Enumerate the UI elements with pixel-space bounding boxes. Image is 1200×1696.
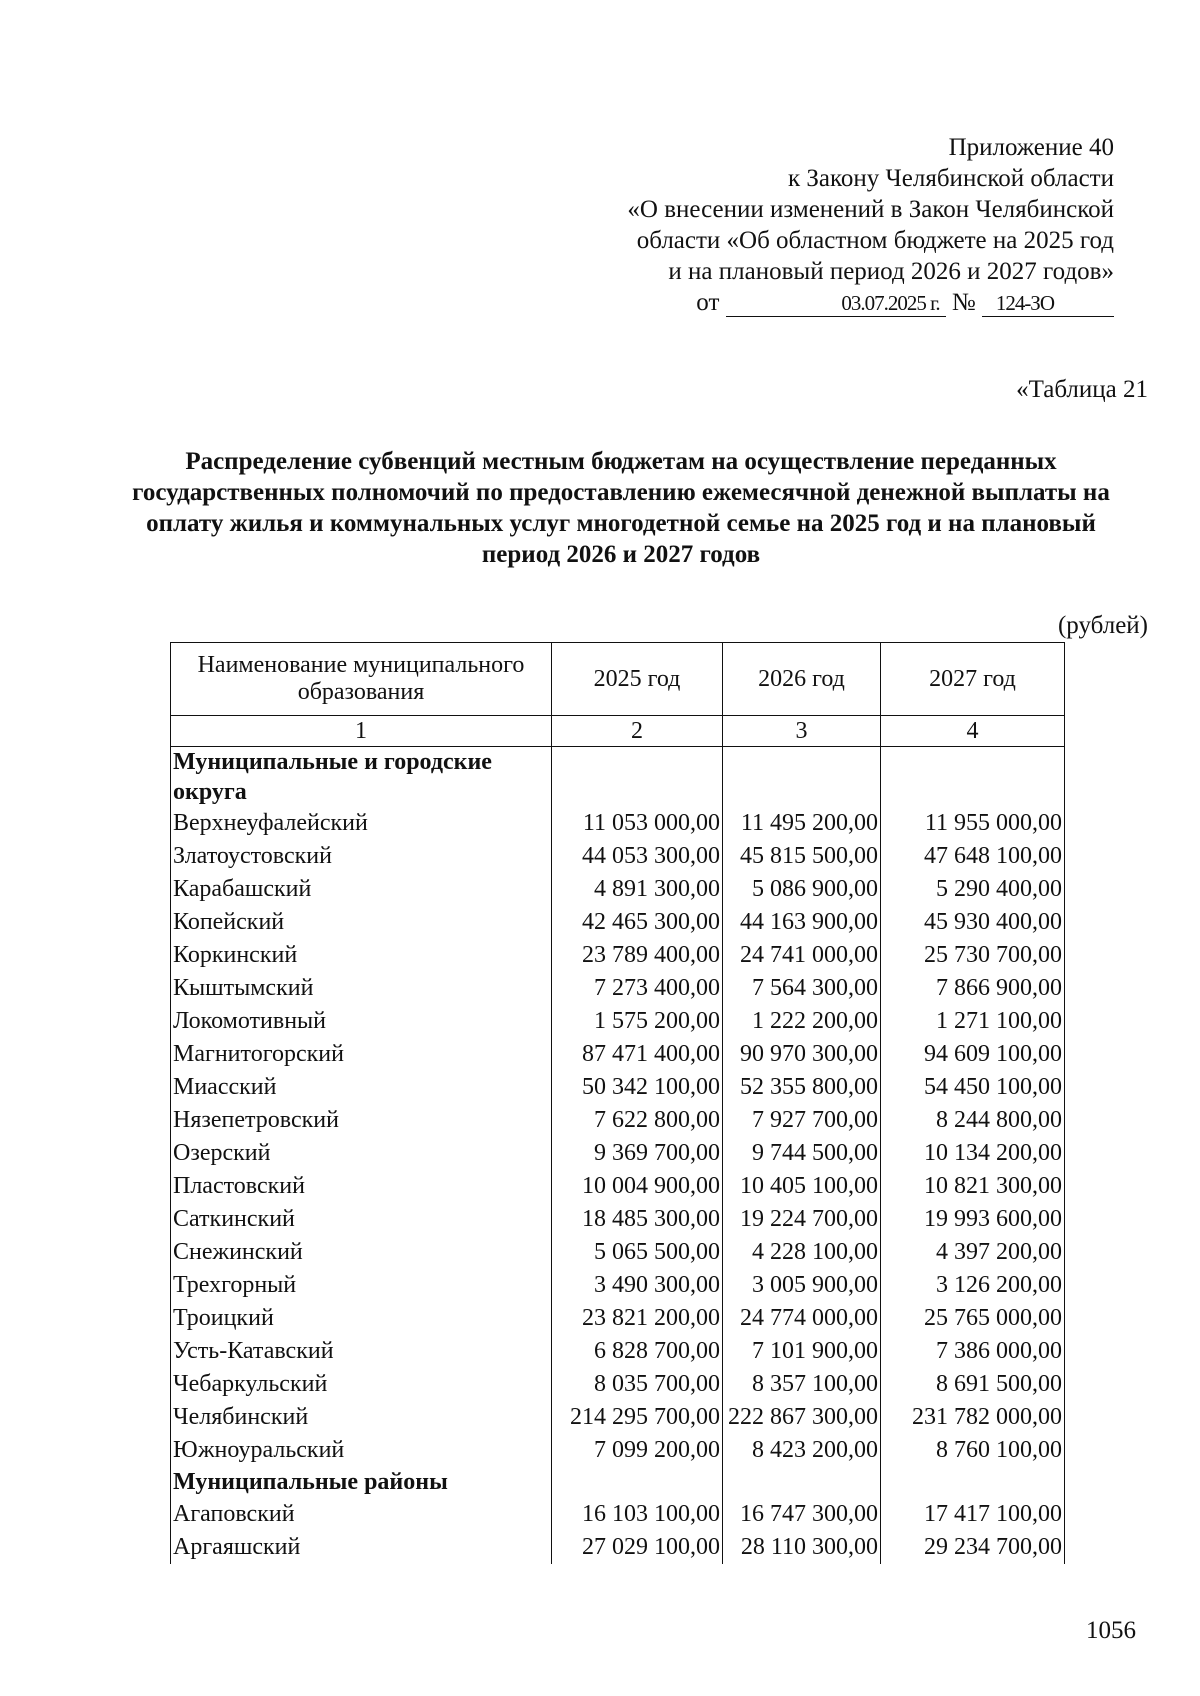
amount-2027: 1 271 100,00 (881, 1005, 1065, 1038)
municipality-name: Саткинский (171, 1203, 552, 1236)
empty-cell (723, 1467, 881, 1498)
section-row (171, 1467, 1065, 1498)
table-row (171, 1038, 1065, 1071)
amount-2027: 45 930 400,00 (881, 906, 1065, 939)
municipality-name: Озерский (171, 1137, 552, 1170)
municipality-name: Снежинский (171, 1236, 552, 1269)
amount-2026: 10 405 100,00 (723, 1170, 881, 1203)
table-row (171, 1368, 1065, 1401)
municipality-name: Чебаркульский (171, 1368, 552, 1401)
appendix-line-2: к Закону Челябинской области (788, 165, 1114, 192)
amount-2027: 54 450 100,00 (881, 1071, 1065, 1104)
column-number: 4 (881, 716, 1065, 747)
amount-2026: 24 741 000,00 (723, 939, 881, 972)
amount-2025: 44 053 300,00 (552, 840, 723, 873)
municipality-name: Троицкий (171, 1302, 552, 1335)
amount-2025: 42 465 300,00 (552, 906, 723, 939)
municipality-name: Миасский (171, 1071, 552, 1104)
section-title: Муниципальные районы (171, 1467, 552, 1498)
table-row (171, 1531, 1065, 1564)
amount-2027: 47 648 100,00 (881, 840, 1065, 873)
amount-2027: 10 821 300,00 (881, 1170, 1065, 1203)
municipality-name: Златоустовский (171, 840, 552, 873)
appendix-line-3: «О внесении изменений в Закон Челябинской (627, 196, 1114, 223)
law-date-number-line (554, 287, 1114, 318)
empty-cell (881, 747, 1065, 808)
appendix-line-5: и на плановый период 2026 и 2027 годов» (668, 258, 1114, 285)
amount-2027: 8 760 100,00 (881, 1434, 1065, 1467)
amount-2026: 7 101 900,00 (723, 1335, 881, 1368)
amount-2027: 5 290 400,00 (881, 873, 1065, 906)
amount-2025: 3 490 300,00 (552, 1269, 723, 1302)
column-number-row (171, 716, 1065, 747)
table-row (171, 1236, 1065, 1269)
municipality-name: Усть-Катавский (171, 1335, 552, 1368)
amount-2026: 8 357 100,00 (723, 1368, 881, 1401)
amount-2026: 3 005 900,00 (723, 1269, 881, 1302)
amount-2025: 7 099 200,00 (552, 1434, 723, 1467)
amount-2025: 7 273 400,00 (552, 972, 723, 1005)
empty-cell (552, 1467, 723, 1498)
amount-2027: 8 691 500,00 (881, 1368, 1065, 1401)
amount-2026: 19 224 700,00 (723, 1203, 881, 1236)
amount-2027: 8 244 800,00 (881, 1104, 1065, 1137)
amount-2026: 11 495 200,00 (723, 807, 881, 840)
municipality-name: Агаповский (171, 1498, 552, 1531)
header-2026: 2026 год (723, 643, 881, 716)
amount-2027: 29 234 700,00 (881, 1531, 1065, 1564)
amount-2027: 231 782 000,00 (881, 1401, 1065, 1434)
table-row (171, 1137, 1065, 1170)
empty-cell (881, 1467, 1065, 1498)
appendix-line-1: Приложение 40 (948, 134, 1114, 161)
amount-2025: 1 575 200,00 (552, 1005, 723, 1038)
table-row (171, 939, 1065, 972)
amount-2026: 9 744 500,00 (723, 1137, 881, 1170)
municipality-name: Кыштымский (171, 972, 552, 1005)
municipality-name: Магнитогорский (171, 1038, 552, 1071)
municipality-name: Локомотивный (171, 1005, 552, 1038)
amount-2026: 52 355 800,00 (723, 1071, 881, 1104)
municipality-name: Копейский (171, 906, 552, 939)
from-label: от (696, 289, 720, 316)
table-row (171, 1401, 1065, 1434)
table-row (171, 1335, 1065, 1368)
municipality-name: Южноуральский (171, 1434, 552, 1467)
municipality-name: Карабашский (171, 873, 552, 906)
municipality-name: Челябинский (171, 1401, 552, 1434)
amount-2025: 8 035 700,00 (552, 1368, 723, 1401)
column-number: 1 (171, 716, 552, 747)
amount-2025: 9 369 700,00 (552, 1137, 723, 1170)
table-row (171, 1071, 1065, 1104)
municipality-name: Пластовский (171, 1170, 552, 1203)
column-number: 3 (723, 716, 881, 747)
amount-2026: 16 747 300,00 (723, 1498, 881, 1531)
table-row (171, 1203, 1065, 1236)
amount-2027: 25 765 000,00 (881, 1302, 1065, 1335)
document-title: Распределение субвенций местным бюджетам на осуществление переданных государственных полномочий по предоставлению ежемесячной денежной выплаты на оплату жилья и коммунальных услуг многодетной семье на 2025 год и на плановый период 2026 и 2027 годов (132, 448, 1110, 568)
amount-2025: 11 053 000,00 (552, 807, 723, 840)
amount-2026: 8 423 200,00 (723, 1434, 881, 1467)
table-row (171, 840, 1065, 873)
table-row (171, 1005, 1065, 1038)
amount-2027: 3 126 200,00 (881, 1269, 1065, 1302)
municipality-name: Трехгорный (171, 1269, 552, 1302)
table-row (171, 972, 1065, 1005)
municipality-name: Верхнеуфалейский (171, 807, 552, 840)
section-row (171, 747, 1065, 808)
municipality-name: Нязепетровский (171, 1104, 552, 1137)
table-row (171, 807, 1065, 840)
amount-2026: 7 927 700,00 (723, 1104, 881, 1137)
amount-2027: 10 134 200,00 (881, 1137, 1065, 1170)
amount-2026: 24 774 000,00 (723, 1302, 881, 1335)
amount-2026: 4 228 100,00 (723, 1236, 881, 1269)
amount-2025: 50 342 100,00 (552, 1071, 723, 1104)
header-2025: 2025 год (552, 643, 723, 716)
amount-2025: 5 065 500,00 (552, 1236, 723, 1269)
law-date: 03.07.2025 г. (726, 290, 946, 317)
table-label: «Таблица 21 (1016, 376, 1148, 403)
units-label: (рублей) (1057, 612, 1148, 639)
amount-2025: 6 828 700,00 (552, 1335, 723, 1368)
amount-2026: 222 867 300,00 (723, 1401, 881, 1434)
table-row (171, 1170, 1065, 1203)
amount-2027: 19 993 600,00 (881, 1203, 1065, 1236)
table-row (171, 1269, 1065, 1302)
amount-2026: 90 970 300,00 (723, 1038, 881, 1071)
amount-2026: 1 222 200,00 (723, 1005, 881, 1038)
table-row (171, 1498, 1065, 1531)
header-municipality: Наименование муниципального образования (171, 643, 552, 716)
law-number: 124-ЗО (982, 290, 1114, 317)
amount-2025: 23 821 200,00 (552, 1302, 723, 1335)
amount-2026: 5 086 900,00 (723, 873, 881, 906)
section-title: Муниципальные и городские округа (171, 747, 552, 808)
header-2027: 2027 год (881, 643, 1065, 716)
law-appendix-header (554, 132, 1114, 318)
amount-2026: 44 163 900,00 (723, 906, 881, 939)
table-row (171, 1434, 1065, 1467)
municipality-name: Аргаяшский (171, 1531, 552, 1564)
amount-2025: 7 622 800,00 (552, 1104, 723, 1137)
number-label: № (951, 289, 976, 316)
amount-2026: 28 110 300,00 (723, 1531, 881, 1564)
empty-cell (723, 747, 881, 808)
amount-2027: 17 417 100,00 (881, 1498, 1065, 1531)
amount-2025: 27 029 100,00 (552, 1531, 723, 1564)
table-row (171, 1104, 1065, 1137)
table-header-row (171, 643, 1065, 716)
amount-2026: 45 815 500,00 (723, 840, 881, 873)
amount-2027: 4 397 200,00 (881, 1236, 1065, 1269)
table-row (171, 1302, 1065, 1335)
amount-2027: 7 386 000,00 (881, 1335, 1065, 1368)
amount-2025: 4 891 300,00 (552, 873, 723, 906)
amount-2025: 87 471 400,00 (552, 1038, 723, 1071)
page-number: 1056 (1086, 1617, 1136, 1644)
municipality-name: Коркинский (171, 939, 552, 972)
table-row (171, 873, 1065, 906)
amount-2027: 94 609 100,00 (881, 1038, 1065, 1071)
appendix-line-4: области «Об областном бюджете на 2025 год (636, 227, 1114, 254)
amount-2025: 16 103 100,00 (552, 1498, 723, 1531)
amount-2026: 7 564 300,00 (723, 972, 881, 1005)
amount-2025: 18 485 300,00 (552, 1203, 723, 1236)
table-row (171, 906, 1065, 939)
amount-2025: 23 789 400,00 (552, 939, 723, 972)
column-number: 2 (552, 716, 723, 747)
amount-2027: 11 955 000,00 (881, 807, 1065, 840)
subvention-table (170, 642, 1065, 1564)
amount-2025: 214 295 700,00 (552, 1401, 723, 1434)
amount-2027: 7 866 900,00 (881, 972, 1065, 1005)
amount-2027: 25 730 700,00 (881, 939, 1065, 972)
empty-cell (552, 747, 723, 808)
amount-2025: 10 004 900,00 (552, 1170, 723, 1203)
